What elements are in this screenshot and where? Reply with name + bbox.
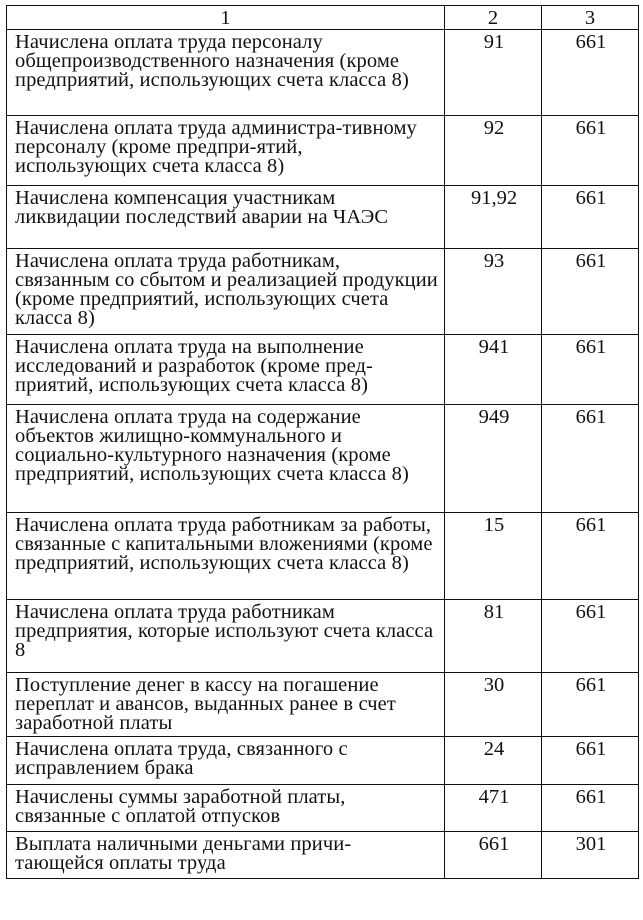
credit-account: 661 — [542, 116, 639, 186]
operation-text: Начислена оплата труда на выполнение исследований и разработок (кроме пред-приятий, использующих счета класса 8) — [7, 335, 445, 405]
header-col-1: 1 — [7, 6, 445, 30]
table-row — [7, 116, 639, 186]
table-row — [7, 832, 639, 879]
header-row — [7, 6, 639, 30]
operation-text: Начислена оплата труда работникам предприятия, которые используют счета класса 8 — [7, 600, 445, 673]
table-row — [7, 513, 639, 600]
credit-account: 661 — [542, 405, 639, 513]
table-row — [7, 335, 639, 405]
debit-account: 471 — [445, 785, 542, 832]
table-row — [7, 249, 639, 335]
operation-text: Начислена оплата труда, связанного с исправлением брака — [7, 737, 445, 785]
debit-account: 30 — [445, 673, 542, 737]
credit-account: 661 — [542, 600, 639, 673]
debit-account: 81 — [445, 600, 542, 673]
operation-text: Начислена оплата труда работникам, связанным со сбытом и реализацией продукции (кроме предприятий, использующих счета класса 8) — [7, 249, 445, 335]
credit-account: 661 — [542, 335, 639, 405]
table-row — [7, 785, 639, 832]
credit-account: 661 — [542, 737, 639, 785]
table-row — [7, 30, 639, 116]
credit-account: 661 — [542, 785, 639, 832]
credit-account: 661 — [542, 249, 639, 335]
debit-account: 91 — [445, 30, 542, 116]
credit-account: 661 — [542, 186, 639, 249]
table-row — [7, 600, 639, 673]
header-col-3: 3 — [542, 6, 639, 30]
table-row — [7, 673, 639, 737]
credit-account: 661 — [542, 513, 639, 600]
debit-account: 93 — [445, 249, 542, 335]
operation-text: Начислены суммы заработной платы, связанные с оплатой отпусков — [7, 785, 445, 832]
operation-text: Начислена компенсация участникам ликвидации последствий аварии на ЧАЭС — [7, 186, 445, 249]
entries-table — [6, 5, 639, 879]
operation-text: Начислена оплата труда работникам за работы, связанные с капитальными вложениями (кроме предприятий, использующих счета класса 8) — [7, 513, 445, 600]
table-row — [7, 737, 639, 785]
table-row — [7, 405, 639, 513]
debit-account: 661 — [445, 832, 542, 879]
table-row — [7, 186, 639, 249]
debit-account: 941 — [445, 335, 542, 405]
debit-account: 949 — [445, 405, 542, 513]
operation-text: Поступление денег в кассу на погашение переплат и авансов, выданных ранее в счет заработной платы — [7, 673, 445, 737]
operation-text: Выплата наличными деньгами причи-тающейся оплаты труда — [7, 832, 445, 879]
debit-account: 92 — [445, 116, 542, 186]
credit-account: 661 — [542, 673, 639, 737]
operation-text: Начислена оплата труда персоналу общепроизводственного назначения (кроме предприятий, использующих счета класса 8) — [7, 30, 445, 116]
operation-text: Начислена оплата труда на содержание объектов жилищно-коммунального и социально-культурного назначения (кроме предприятий, использующих счета класса 8) — [7, 405, 445, 513]
header-col-2: 2 — [445, 6, 542, 30]
credit-account: 661 — [542, 30, 639, 116]
operation-text: Начислена оплата труда администра-тивному персоналу (кроме предпри-ятий, использующих счета класса 8) — [7, 116, 445, 186]
debit-account: 15 — [445, 513, 542, 600]
credit-account: 301 — [542, 832, 639, 879]
debit-account: 91,92 — [445, 186, 542, 249]
debit-account: 24 — [445, 737, 542, 785]
